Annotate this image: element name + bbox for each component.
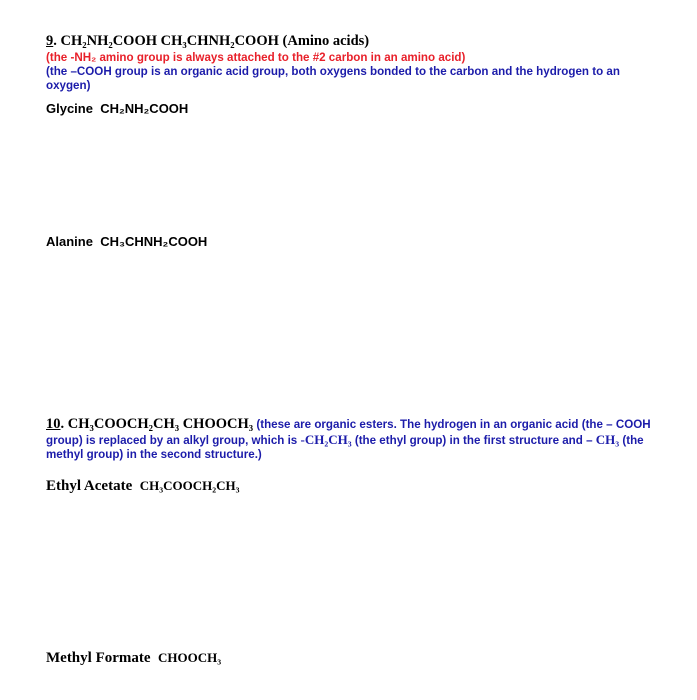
q10-title-formulas: CH₃COOCH₂CH₃ CHOOCH₃ xyxy=(67,416,254,432)
glycine-formula: CH₂NH₂COOH xyxy=(100,101,189,116)
q9-title-formulas: CH₂NH₂COOH CH₃CHNH₂COOH xyxy=(60,33,279,49)
q9-red-note: (the -NH₂ amino group is always attached to the #2 carbon in an amino acid) xyxy=(46,51,466,64)
methyl-formate-name: Methyl Formate xyxy=(46,650,151,666)
q10-note-formula1: -CH₂CH₃ xyxy=(300,432,352,447)
glycine-name: Glycine xyxy=(46,101,93,116)
q9-number: 9 xyxy=(46,33,54,49)
alanine-name: Alanine xyxy=(46,234,93,249)
q10-note-formula2: CH₃ xyxy=(595,432,620,447)
alanine-label xyxy=(46,234,657,249)
q10-number: 10 xyxy=(46,416,61,432)
q10-note-part1: (these are organic esters. The hydrogen in an organic acid (the – COOH group) is replaced by an alkyl group, which is xyxy=(46,418,651,447)
q10-note-part3: (the methyl group) in the second structure.) xyxy=(46,434,644,461)
q9-title-note: (Amino acids) xyxy=(282,33,370,49)
ethyl-acetate-formula: CH₃COOCH₂CH₃ xyxy=(139,478,240,493)
alanine-formula: CH₃CHNH₂COOH xyxy=(100,234,208,249)
ethyl-acetate-name: Ethyl Acetate xyxy=(46,478,133,494)
ethyl-acetate-label xyxy=(46,478,657,495)
methyl-formate-label xyxy=(46,650,657,667)
q10-heading: 10. CH₃COOCH₂CH₃ CHOOCH₃ (these are organic esters. The hydrogen in an organic acid (the – COOH group) is replaced by an alkyl group, which is -CH₂CH₃ (the ethyl group) in the first structure and – CH₃ (the methyl group) in the second structure.) xyxy=(46,416,651,461)
methyl-formate-formula: CHOOCH₃ xyxy=(158,650,222,665)
glycine-label xyxy=(46,101,657,116)
q10-note-part2: (the ethyl group) in the first structure and – xyxy=(351,434,596,447)
q9-heading: 9. CH₂NH₂COOH CH₃CHNH₂COOH (Amino acids) xyxy=(46,33,370,49)
q9-blue-note: (the –COOH group is an organic acid group, both oxygens bonded to the carbon and the hydrogen to an oxygen) xyxy=(46,65,620,92)
